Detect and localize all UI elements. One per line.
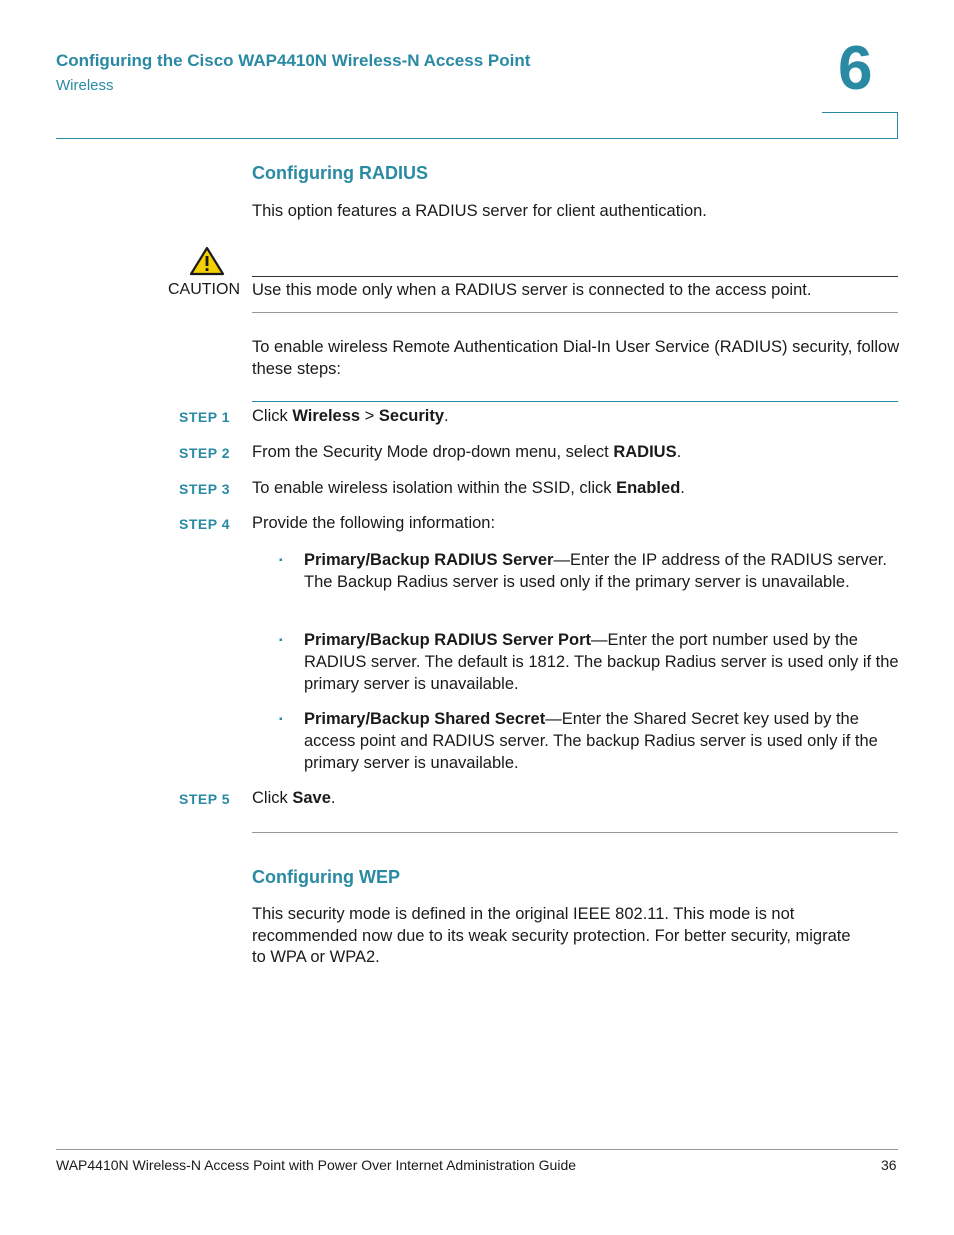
bullet-item: Primary/Backup RADIUS Server Port—Enter the port number used by the RADIUS server. The default is 1812. The backup Radius server is used only if the primary server is unavailable. bbox=[304, 631, 899, 693]
caution-text: Use this mode only when a RADIUS server is connected to the access point. bbox=[252, 281, 812, 299]
steps-top-rule bbox=[252, 401, 898, 402]
step-label: STEP 4 bbox=[179, 516, 230, 532]
step-text: Click Save. bbox=[252, 789, 336, 807]
radius-heading: Configuring RADIUS bbox=[252, 163, 428, 183]
page-number: 36 bbox=[881, 1157, 897, 1173]
bullet-marker: ▪ bbox=[279, 635, 283, 646]
chapter-number-box bbox=[822, 112, 898, 139]
step-text: Provide the following information: bbox=[252, 514, 496, 532]
caution-label: CAUTION bbox=[168, 281, 240, 298]
caution-bottom-rule bbox=[252, 312, 898, 313]
chapter-number: 6 bbox=[838, 34, 873, 103]
wep-text: This security mode is defined in the original IEEE 802.11. This mode is not recommended now due to its weak security protection. For better security, migrate to WPA or WPA2. bbox=[252, 905, 851, 966]
bullet-item: Primary/Backup RADIUS Server—Enter the IP address of the RADIUS server. The Backup Radius server is used only if the primary server is unavailable. bbox=[304, 551, 887, 591]
step-label: STEP 2 bbox=[179, 445, 230, 461]
steps-bottom-rule bbox=[252, 832, 898, 833]
bullet-marker: ▪ bbox=[279, 555, 283, 566]
footer-guide-title: WAP4410N Wireless-N Access Point with Power Over Internet Administration Guide bbox=[56, 1157, 577, 1173]
step-text: From the Security Mode drop-down menu, select RADIUS. bbox=[252, 443, 682, 461]
footer-divider bbox=[56, 1149, 898, 1150]
header-divider bbox=[56, 138, 898, 139]
caution-icon bbox=[189, 246, 225, 276]
chapter-title: Configuring the Cisco WAP4410N Wireless-N Access Point bbox=[56, 51, 531, 70]
caution-top-rule bbox=[252, 276, 898, 277]
radius-intro: This option features a RADIUS server for client authentication. bbox=[252, 202, 707, 220]
step-label: STEP 3 bbox=[179, 481, 230, 497]
bullet-item: Primary/Backup Shared Secret—Enter the Shared Secret key used by the access point and RADIUS server. The backup Radius server is used only if the primary server is unavailable. bbox=[304, 710, 878, 772]
step-text: To enable wireless isolation within the SSID, click Enabled. bbox=[252, 479, 685, 497]
wep-heading: Configuring WEP bbox=[252, 867, 400, 887]
steps-intro: To enable wireless Remote Authentication Dial-In User Service (RADIUS) security, follow these steps: bbox=[252, 338, 900, 378]
section-name: Wireless bbox=[56, 77, 114, 94]
bullet-marker: ▪ bbox=[279, 714, 283, 725]
step-label: STEP 5 bbox=[179, 791, 230, 807]
step-text: Click Wireless > Security. bbox=[252, 407, 449, 425]
step-label: STEP 1 bbox=[179, 409, 230, 425]
